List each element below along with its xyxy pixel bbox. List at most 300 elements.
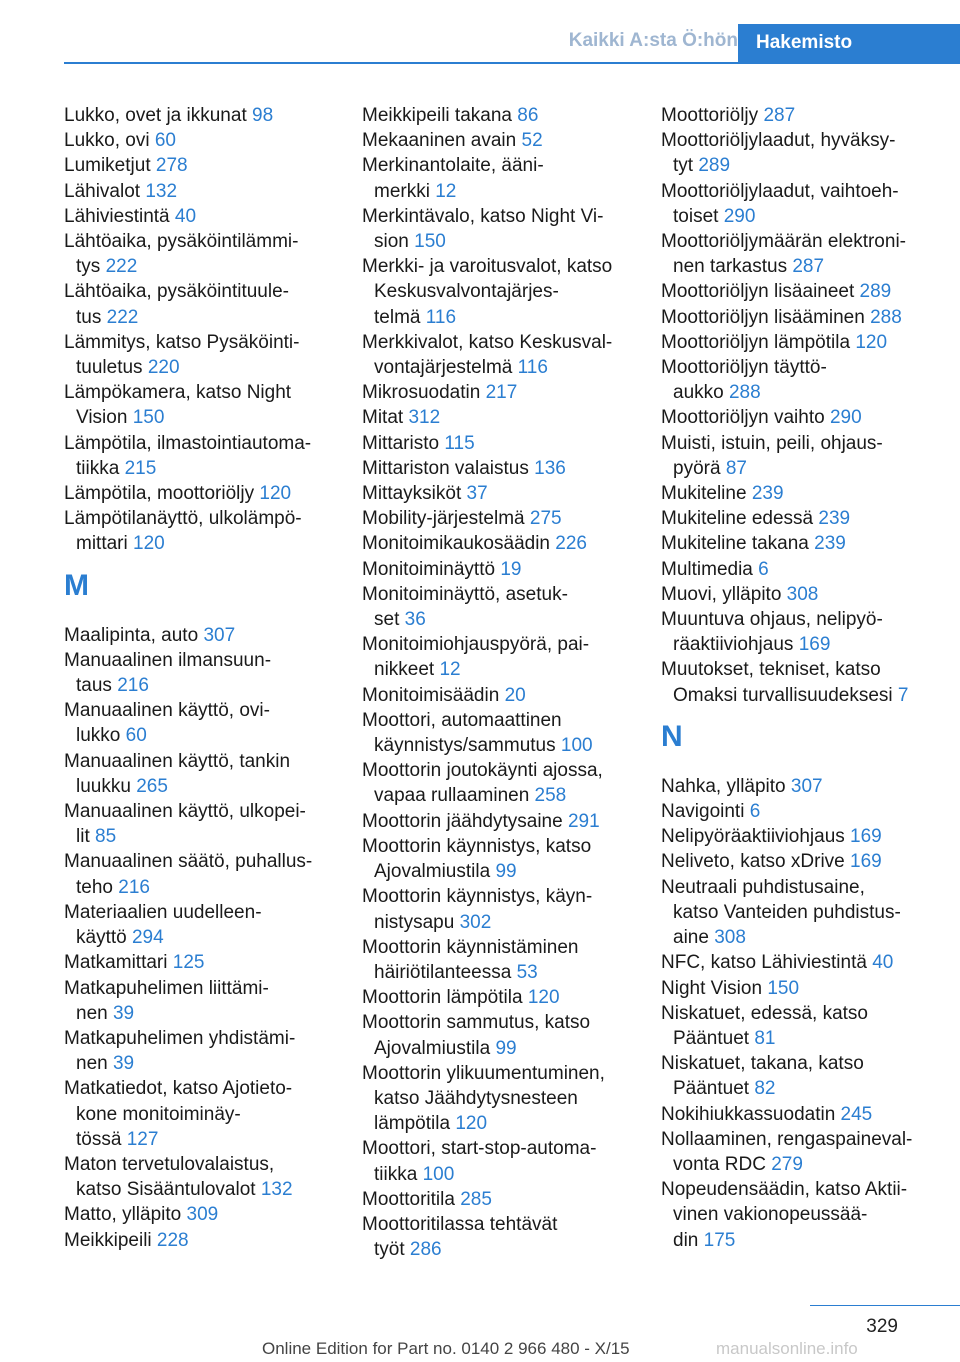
index-entry <box>64 1202 339 1227</box>
page-link[interactable]: 6 <box>758 558 769 580</box>
index-entry <box>64 179 339 204</box>
entry-text: katso Sisääntulovalot <box>76 1179 256 1201</box>
entry-text: Lähtöaika, pysäköintituule- <box>64 281 289 303</box>
index-entry <box>661 799 937 824</box>
entry-text: Moottoriöljylaadut, hyväksy- <box>661 130 896 152</box>
entry-text: luukku <box>76 775 131 797</box>
index-entry <box>64 1026 339 1076</box>
entry-text: Multimedia <box>661 558 753 580</box>
entry-text: tiikka <box>76 457 120 479</box>
page-link[interactable]: 120 <box>259 483 292 505</box>
entry-text: vapaa rullaaminen <box>374 785 530 807</box>
entry-text: Pääntuet <box>673 1027 750 1049</box>
index-entry <box>362 1010 637 1060</box>
entry-text: räaktiiviohjaus <box>673 634 794 656</box>
entry-text: kone monitoiminäy- <box>76 1103 241 1125</box>
entry-text: käyttö <box>76 927 127 949</box>
entry-text: nen <box>76 1053 108 1075</box>
page-link[interactable]: 220 <box>147 357 180 379</box>
entry-text: Maalipinta, auto <box>64 624 199 646</box>
entry-text: Moottoriöljyn lisäaineet <box>661 281 855 303</box>
entry-text: tössä <box>76 1128 122 1150</box>
entry-text: toiset <box>673 205 719 227</box>
page-link[interactable]: 120 <box>455 1113 488 1135</box>
page-link[interactable]: 60 <box>125 725 147 747</box>
page-link[interactable]: 120 <box>133 533 165 555</box>
page-link[interactable]: 222 <box>106 306 139 328</box>
entry-text: Lähivalot <box>64 180 141 202</box>
entry-text: Moottoriöljylaadut, vaihtoeh- <box>661 180 899 202</box>
entry-text: aine <box>673 927 709 949</box>
index-entry <box>64 128 339 153</box>
page-link[interactable]: 36 <box>404 609 426 631</box>
index-entry <box>362 431 637 456</box>
entry-text: Lämmitys, katso Pysäköinti- <box>64 331 300 353</box>
index-column-2 <box>362 103 637 1262</box>
page-link[interactable]: 302 <box>459 911 492 933</box>
page-link[interactable]: 98 <box>252 105 274 126</box>
page-link[interactable]: 6 <box>749 801 761 823</box>
page-link[interactable]: 288 <box>728 382 761 404</box>
entry-text: Pääntuet <box>673 1078 750 1100</box>
entry-text: Lämpötila, ilmastointiautoma- <box>64 432 312 454</box>
page-link[interactable]: 39 <box>112 1053 135 1075</box>
index-entry <box>661 355 937 405</box>
index-entry <box>661 305 937 330</box>
page-link[interactable]: 312 <box>408 407 441 429</box>
index-entry <box>661 506 937 531</box>
entry-text: Neliveto, katso xDrive <box>661 851 845 873</box>
entry-text: Mikrosuodatin <box>362 382 481 404</box>
page-link[interactable]: 169 <box>850 851 882 873</box>
entry-text: Matkatiedot, katso Ajotieto- <box>64 1078 293 1100</box>
page-link[interactable]: 53 <box>516 961 538 983</box>
entry-text: Vision <box>76 407 128 429</box>
index-entry <box>64 799 339 849</box>
index-entry <box>362 834 637 884</box>
index-entry <box>362 380 637 405</box>
index-entry <box>64 950 339 975</box>
entry-text: Lähiviestintä <box>64 205 170 227</box>
index-entry <box>362 632 637 682</box>
entry-text: taus <box>76 675 112 697</box>
index-entry <box>64 623 339 648</box>
entry-text: Moottoriöljyn vaihto <box>661 407 825 429</box>
entry-text: Moottorin käynnistys, katso <box>362 835 592 857</box>
index-entry <box>661 875 937 951</box>
entry-text: Maton tervetulovalaistus, <box>64 1153 275 1175</box>
entry-text: Moottoriöljyn lämpötila <box>661 331 851 353</box>
page-link[interactable]: 86 <box>517 105 539 126</box>
index-entry <box>661 950 937 975</box>
index-entry <box>661 229 937 279</box>
page-link[interactable]: 7 <box>897 684 909 706</box>
entry-text: Moottorin joutokäynti ajossa, <box>362 760 603 782</box>
entry-text: Mitat <box>362 407 404 429</box>
entry-text: Manuaalinen ilmansuun- <box>64 649 272 671</box>
entry-text: mittari <box>76 533 128 555</box>
entry-text: din <box>673 1229 699 1251</box>
page-link[interactable]: 169 <box>850 826 882 848</box>
page-link[interactable]: 288 <box>870 306 902 328</box>
page-link[interactable]: 100 <box>422 1163 455 1185</box>
page-link[interactable]: 286 <box>409 1239 442 1261</box>
index-entry <box>661 976 937 1001</box>
index-entry <box>362 456 637 481</box>
index-entry <box>64 849 339 899</box>
entry-text: set <box>374 609 400 631</box>
entry-text: Materiaalien uudelleen- <box>64 901 262 923</box>
page-header <box>0 0 960 62</box>
entry-text: nen tarkastus <box>673 256 788 278</box>
index-letter-heading: N <box>661 719 683 753</box>
page-link[interactable]: 245 <box>840 1103 873 1125</box>
index-entry <box>661 431 937 481</box>
page-link[interactable]: 308 <box>714 927 746 949</box>
page-link[interactable]: 222 <box>105 256 138 278</box>
entry-text: lämpötila <box>374 1113 451 1135</box>
index-entry <box>362 330 637 380</box>
entry-text: katso Jäähdytysnesteen <box>374 1087 578 1109</box>
entry-text: Matkapuhelimen liittämi- <box>64 977 269 999</box>
entry-text: Nelipyöräaktiiviohjaus <box>661 826 845 848</box>
index-letter-heading: M <box>64 568 89 602</box>
page-link[interactable]: 40 <box>872 952 894 974</box>
entry-text: vinen vakionopeussää- <box>673 1204 868 1226</box>
page-link[interactable]: 307 <box>203 624 236 646</box>
entry-text: Lukko, ovet ja ikkunat <box>64 105 247 126</box>
index-entry <box>64 976 339 1026</box>
page-link[interactable]: 37 <box>466 483 488 505</box>
index-entry <box>64 1076 339 1152</box>
entry-text: Meikkipeili <box>64 1229 152 1251</box>
page-link[interactable]: 39 <box>112 1002 135 1024</box>
page-link[interactable]: 294 <box>131 927 164 949</box>
page-link[interactable]: 82 <box>754 1078 776 1100</box>
index-entry <box>64 648 339 698</box>
index-entry <box>661 657 937 707</box>
entry-text: Manuaalinen säätö, puhallus- <box>64 851 313 873</box>
page-link[interactable]: 120 <box>527 987 560 1009</box>
page-link[interactable]: 265 <box>136 775 168 797</box>
page-link[interactable]: 169 <box>798 634 831 656</box>
page-link[interactable]: 289 <box>859 281 892 303</box>
page-link[interactable]: 100 <box>560 735 593 757</box>
page-link[interactable]: 307 <box>790 775 823 797</box>
page-link[interactable]: 150 <box>767 977 800 999</box>
page-link[interactable]: 132 <box>145 180 178 202</box>
index-entry <box>661 405 937 430</box>
index-entry <box>362 683 637 708</box>
index-column-3 <box>661 103 937 1253</box>
entry-text: Moottoriöljyn täyttö- <box>661 357 827 379</box>
index-entry <box>362 1061 637 1137</box>
index-entry <box>64 279 339 329</box>
page-link[interactable]: 12 <box>435 180 457 202</box>
index-entry <box>661 1102 937 1127</box>
entry-text: Matto, ylläpito <box>64 1204 182 1226</box>
index-entry <box>661 774 937 799</box>
entry-text: Mittayksiköt <box>362 483 462 505</box>
page-link[interactable]: 116 <box>517 357 548 379</box>
page-link[interactable]: 19 <box>500 558 522 580</box>
entry-text: tyt <box>673 155 694 177</box>
entry-text: Moottorin ylikuumentuminen, <box>362 1062 605 1084</box>
entry-text: pyörä <box>673 457 721 479</box>
entry-text: Moottoriöljyn lisääminen <box>661 306 865 328</box>
index-entry <box>661 330 937 355</box>
entry-text: Nollaaminen, rengaspaineval- <box>661 1128 913 1150</box>
entry-text: Monitoimisäädin <box>362 684 500 706</box>
entry-text: katso Vanteiden puhdistus- <box>673 901 901 923</box>
entry-text: lit <box>76 826 90 848</box>
entry-text: Mobility-järjestelmä <box>362 508 525 530</box>
entry-text: NFC, katso Lähiviestintä <box>661 952 867 974</box>
index-entry <box>661 128 937 178</box>
section-title: Kaikki A:sta Ö:hön <box>568 30 738 51</box>
page-link[interactable]: 285 <box>460 1188 492 1210</box>
entry-text: Merkkivalot, katso Keskusval- <box>362 331 613 353</box>
entry-text: Nahka, ylläpito <box>661 775 786 797</box>
entry-text: merkki <box>374 180 430 202</box>
index-entry <box>362 506 637 531</box>
entry-text: Mittariston valaistus <box>362 457 529 479</box>
index-entry <box>362 103 637 128</box>
page-link[interactable]: 279 <box>771 1153 803 1175</box>
entry-text: Moottorin jäähdytysaine <box>362 810 563 832</box>
entry-text: Matkamittari <box>64 952 168 974</box>
entry-text: Matkapuhelimen yhdistämi- <box>64 1027 296 1049</box>
page-link[interactable]: 239 <box>751 483 784 505</box>
page-link[interactable]: 309 <box>186 1204 219 1226</box>
index-entry <box>661 582 937 607</box>
entry-text: Manuaalinen käyttö, tankin <box>64 750 291 772</box>
page-link[interactable]: 308 <box>786 583 819 605</box>
entry-text: Omaksi turvallisuudeksesi <box>673 684 893 706</box>
page-link[interactable]: 275 <box>529 508 562 530</box>
header-rule <box>64 62 960 64</box>
entry-text: telmä <box>374 306 421 328</box>
entry-text: Neutraali puhdistusaine, <box>661 876 865 898</box>
entry-text: Lämpötila, moottoriöljy <box>64 483 255 505</box>
entry-text: Lämpökamera, katso Night <box>64 382 292 404</box>
page-link[interactable]: 175 <box>703 1229 736 1251</box>
entry-text: Merkinantolaite, ääni- <box>362 155 544 177</box>
page-link[interactable]: 150 <box>132 407 165 429</box>
page-link[interactable]: 216 <box>118 876 150 898</box>
entry-text: Moottoriöljymäärän elektroni- <box>661 231 906 253</box>
index-entry <box>362 254 637 330</box>
index-entry <box>64 380 339 430</box>
page-link[interactable]: 20 <box>504 684 526 706</box>
index-entry <box>661 1177 937 1253</box>
page-link[interactable]: 226 <box>555 533 587 555</box>
entry-text: Moottoriöljy <box>661 105 759 126</box>
entry-text: Ajovalmiustila <box>374 861 491 883</box>
entry-text: käynnistys/sammutus <box>374 735 556 757</box>
index-entry <box>362 1187 637 1212</box>
index-entry <box>661 481 937 506</box>
entry-text: tys <box>76 256 101 278</box>
index-entry <box>362 1212 637 1262</box>
page-link[interactable]: 287 <box>763 105 796 126</box>
index-entry <box>64 103 339 128</box>
entry-text: vontajärjestelmä <box>374 357 513 379</box>
page-link[interactable]: 87 <box>725 457 747 479</box>
entry-text: Nopeudensäädin, katso Aktii- <box>661 1179 908 1201</box>
index-entry <box>362 884 637 934</box>
page-link[interactable]: 289 <box>698 155 731 177</box>
index-entry <box>362 405 637 430</box>
index-entry <box>64 749 339 799</box>
index-entry <box>64 506 339 556</box>
entry-text: Mukiteline edessä <box>661 508 814 530</box>
index-column-1 <box>64 103 339 1253</box>
entry-text: vonta RDC <box>673 1153 766 1175</box>
entry-text: Monitoimiohjauspyörä, pai- <box>362 634 590 656</box>
page-link[interactable]: 115 <box>444 432 475 454</box>
index-entry <box>362 809 637 834</box>
page-link[interactable]: 291 <box>567 810 600 832</box>
entry-text: Monitoiminäyttö <box>362 558 496 580</box>
entry-text: Moottorin käynnistäminen <box>362 936 579 958</box>
page-link[interactable]: 132 <box>260 1179 293 1201</box>
entry-text: Muisti, istuin, peili, ohjaus- <box>661 432 883 454</box>
entry-text: Night Vision <box>661 977 763 999</box>
page-link[interactable]: 99 <box>495 861 517 883</box>
entry-text: Meikkipeili takana <box>362 105 512 126</box>
index-entry <box>64 481 339 506</box>
entry-text: Navigointi <box>661 801 745 823</box>
entry-text: aukko <box>673 382 724 404</box>
index-entry <box>661 607 937 657</box>
page-number: 329 <box>866 1316 898 1337</box>
entry-text: Moottori, start-stop-automa- <box>362 1138 597 1160</box>
index-entry <box>64 229 339 279</box>
page-link[interactable]: 125 <box>172 952 205 974</box>
entry-text: Merkki- ja varoitusvalot, katso <box>362 256 613 278</box>
entry-text: Moottorin lämpötila <box>362 987 523 1009</box>
index-entry <box>362 935 637 985</box>
index-entry <box>64 1152 339 1202</box>
index-entry <box>661 103 937 128</box>
index-entry <box>64 698 339 748</box>
entry-text: Moottorin sammutus, katso <box>362 1012 591 1034</box>
index-entry <box>661 279 937 304</box>
index-entry <box>64 431 339 481</box>
page-link[interactable]: 258 <box>534 785 567 807</box>
index-entry <box>362 582 637 632</box>
entry-text: Merkintävalo, katso Night Vi- <box>362 205 604 227</box>
page-link[interactable]: 217 <box>485 382 518 404</box>
entry-text: Mukiteline takana <box>661 533 809 555</box>
footer-rule <box>810 1305 960 1306</box>
entry-text: tuuletus <box>76 357 143 379</box>
index-entry <box>362 531 637 556</box>
index-entry <box>362 481 637 506</box>
page-link[interactable]: 239 <box>814 533 846 555</box>
entry-text: Moottoritila <box>362 1188 455 1210</box>
page-link[interactable]: 120 <box>855 331 888 353</box>
page-link[interactable]: 215 <box>124 457 157 479</box>
entry-text: Nokihiukkassuodatin <box>661 1103 836 1125</box>
index-entry <box>362 153 637 203</box>
page-link[interactable]: 239 <box>818 508 851 530</box>
page-link[interactable]: 40 <box>174 205 197 227</box>
page-link[interactable]: 136 <box>534 457 566 479</box>
entry-text: Mittaristo <box>362 432 440 454</box>
entry-text: Monitoimikaukosäädin <box>362 533 550 555</box>
index-entry <box>362 557 637 582</box>
index-entry <box>362 985 637 1010</box>
entry-text: Lukko, ovi <box>64 130 150 152</box>
entry-text: Lähtöaika, pysäköintilämmi- <box>64 231 299 253</box>
page-link[interactable]: 81 <box>754 1027 776 1049</box>
index-entry <box>661 1051 937 1101</box>
entry-text: Lumiketjut <box>64 155 151 177</box>
index-entry <box>661 531 937 556</box>
index-entry <box>661 179 937 229</box>
entry-text: Muuntuva ohjaus, nelipyö- <box>661 609 883 631</box>
page-link[interactable]: 290 <box>723 205 756 227</box>
entry-text: Muovi, ylläpito <box>661 583 782 605</box>
entry-text: Moottoritilassa tehtävät <box>362 1213 558 1235</box>
entry-text: nistysapu <box>374 911 455 933</box>
entry-text: Lämpötilanäyttö, ulkolämpö- <box>64 508 302 530</box>
page-link[interactable]: 99 <box>495 1037 517 1059</box>
index-entry <box>661 1127 937 1177</box>
page-link[interactable]: 60 <box>154 130 176 152</box>
index-entry <box>362 204 637 254</box>
page-link[interactable]: 290 <box>829 407 862 429</box>
page-link[interactable]: 52 <box>521 130 543 152</box>
page-link[interactable]: 127 <box>126 1128 159 1150</box>
entry-text: Niskatuet, edessä, katso <box>661 1002 868 1024</box>
page-link[interactable]: 228 <box>156 1229 189 1251</box>
index-entry <box>64 330 339 380</box>
entry-text: teho <box>76 876 113 898</box>
entry-text: Keskusvalvontajärjes- <box>374 281 559 303</box>
entry-text: häiriötilanteessa <box>374 961 512 983</box>
entry-text: tus <box>76 306 102 328</box>
entry-text: Muutokset, tekniset, katso <box>661 659 881 681</box>
index-entry <box>362 758 637 808</box>
entry-text: Moottorin käynnistys, käyn- <box>362 886 593 908</box>
page-link[interactable]: 150 <box>414 231 446 253</box>
page-link[interactable]: 216 <box>117 675 149 697</box>
entry-text: sion <box>374 231 409 253</box>
index-entry <box>64 900 339 950</box>
index-entry <box>362 708 637 758</box>
entry-text: Manuaalinen käyttö, ovi- <box>64 700 270 722</box>
index-entry <box>64 1228 339 1253</box>
page-link[interactable]: 85 <box>95 826 117 848</box>
entry-text: tiikka <box>374 1163 418 1185</box>
page-link[interactable]: 12 <box>439 659 461 681</box>
entry-text: nen <box>76 1002 108 1024</box>
entry-text: Mukiteline <box>661 483 747 505</box>
page-link[interactable]: 116 <box>425 306 457 328</box>
entry-text: Moottori, automaattinen <box>362 709 562 731</box>
page-link[interactable]: 278 <box>155 155 188 177</box>
entry-text: Monitoiminäyttö, asetuk- <box>362 583 568 605</box>
watermark: manualsonline.info <box>716 1339 858 1358</box>
entry-text: Ajovalmiustila <box>374 1037 491 1059</box>
index-entry <box>661 849 937 874</box>
index-tab[interactable]: Hakemisto <box>738 24 960 62</box>
index-entry <box>661 557 937 582</box>
page-link[interactable]: 287 <box>792 256 825 278</box>
